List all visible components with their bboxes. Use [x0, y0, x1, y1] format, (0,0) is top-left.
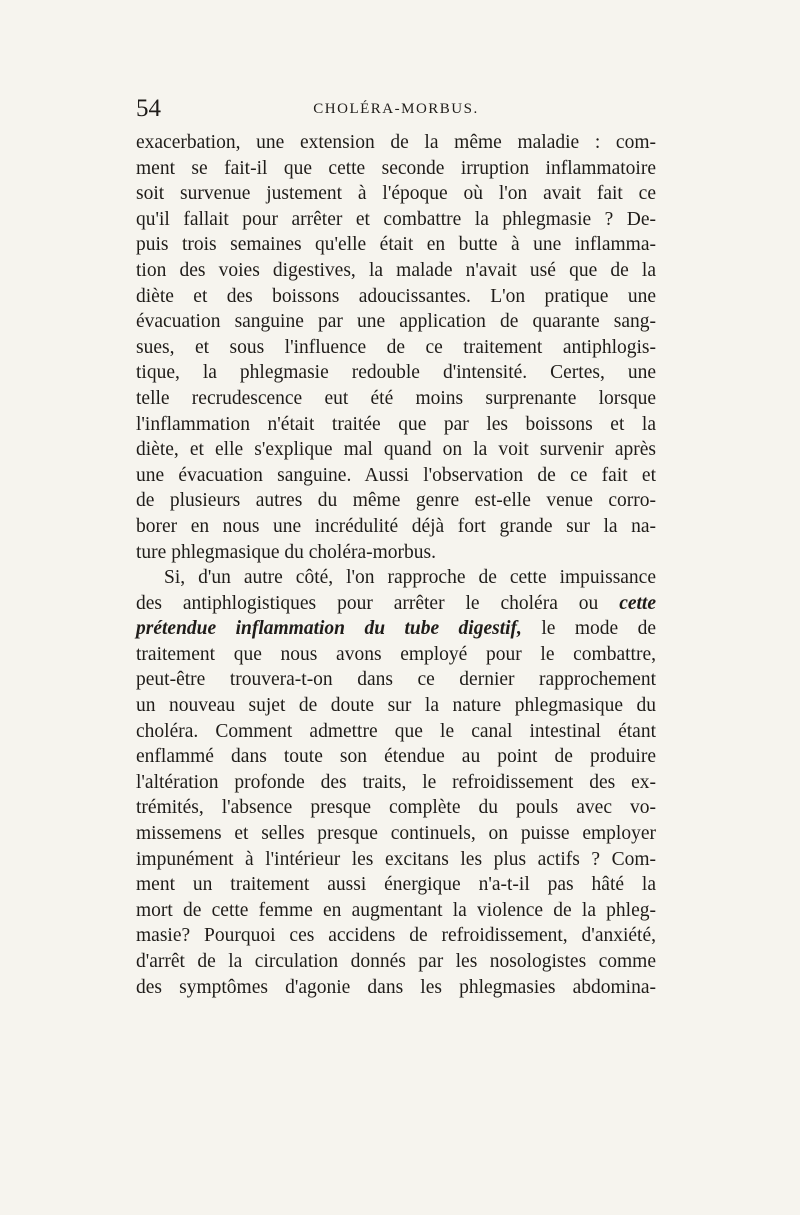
- page-number: 54: [136, 95, 161, 122]
- text-line: choléra. Comment admettre que le canal intestinal étant: [136, 720, 656, 742]
- text-line: diète, et elle s'explique mal quand on la voit survenir après: [136, 439, 656, 461]
- italic-phrase: prétendue inflammation du tube digestif,: [136, 618, 522, 640]
- text-line: borer en nous une incrédulité déjà fort grande sur la na-: [136, 515, 656, 537]
- running-title: CHOLÉRA-MORBUS.: [313, 101, 479, 117]
- text-line: impunément à l'intérieur les excitans les plus actifs ? Com-: [136, 848, 656, 870]
- text-line: qu'il fallait pour arrêter et combattre la phlegmasie ? De-: [136, 208, 656, 230]
- book-page: [136, 0, 656, 1215]
- text-line: Si, d'un autre côté, l'on rapproche de cette impuissance: [164, 567, 656, 589]
- text-line: tion des voies digestives, la malade n'avait usé que de la: [136, 259, 656, 281]
- text-line: trémités, l'absence presque complète du pouls avec vo-: [136, 797, 656, 819]
- text-line: masie? Pourquoi ces accidens de refroidissement, d'anxiété,: [136, 925, 656, 947]
- text-line: soit survenue justement à l'époque où l'on avait fait ce: [136, 183, 656, 205]
- italic-phrase: cette: [619, 592, 657, 614]
- text-line: sues, et sous l'influence de ce traitement antiphlogis-: [136, 336, 656, 358]
- text-line: diète et des boissons adoucissantes. L'on pratique une: [136, 285, 656, 307]
- page-header: [136, 94, 656, 124]
- text-line: une évacuation sanguine. Aussi l'observation de ce fait et: [136, 464, 656, 486]
- text-line: ment se fait-il que cette seconde irruption inflammatoire: [136, 157, 656, 179]
- text-line: telle recrudescence eut été moins surprenante lorsque: [136, 387, 656, 409]
- body-text: [136, 130, 656, 1000]
- text-line: traitement que nous avons employé pour le combattre,: [136, 643, 656, 665]
- text-line: missemens et selles presque continuels, on puisse employer: [136, 823, 656, 845]
- text-line: évacuation sanguine par une application de quarante sang-: [136, 311, 656, 333]
- text-line: peut-être trouvera-t-on dans ce dernier rapprochement: [136, 669, 656, 691]
- text-line: ture phlegmasique du choléra-morbus.: [136, 541, 436, 563]
- text-line: mort de cette femme en augmentant la violence de la phleg-: [136, 899, 656, 921]
- text-line: exacerbation, une extension de la même maladie : com-: [136, 132, 656, 153]
- text-line: prétendue inflammation du tube digestif, le mode de: [136, 618, 656, 640]
- text-line: enflammé dans toute son étendue au point de produire: [136, 746, 656, 768]
- paragraph-2: [136, 565, 656, 1000]
- text-line: puis trois semaines qu'elle était en butte à une inflamma-: [136, 234, 656, 256]
- text-line: l'inflammation n'était traitée que par les boissons et la: [136, 413, 656, 435]
- text-line: d'arrêt de la circulation donnés par les nosologistes comme: [136, 951, 656, 972]
- text-line: un nouveau sujet de doute sur la nature phlegmasique du: [136, 695, 656, 717]
- text-line: de plusieurs autres du même genre est-elle venue corro-: [136, 490, 656, 512]
- text-line: des symptômes d'agonie dans les phlegmasies abdomina-: [136, 976, 656, 998]
- text-line: ment un traitement aussi énergique n'a-t-il pas hâté la: [136, 874, 656, 896]
- paragraph-1: [136, 130, 656, 565]
- text-line: tique, la phlegmasie redouble d'intensité. Certes, une: [136, 362, 656, 384]
- text-line: l'altération profonde des traits, le refroidissement des ex-: [136, 771, 656, 793]
- text-line: des antiphlogistiques pour arrêter le choléra ou cette: [136, 592, 657, 614]
